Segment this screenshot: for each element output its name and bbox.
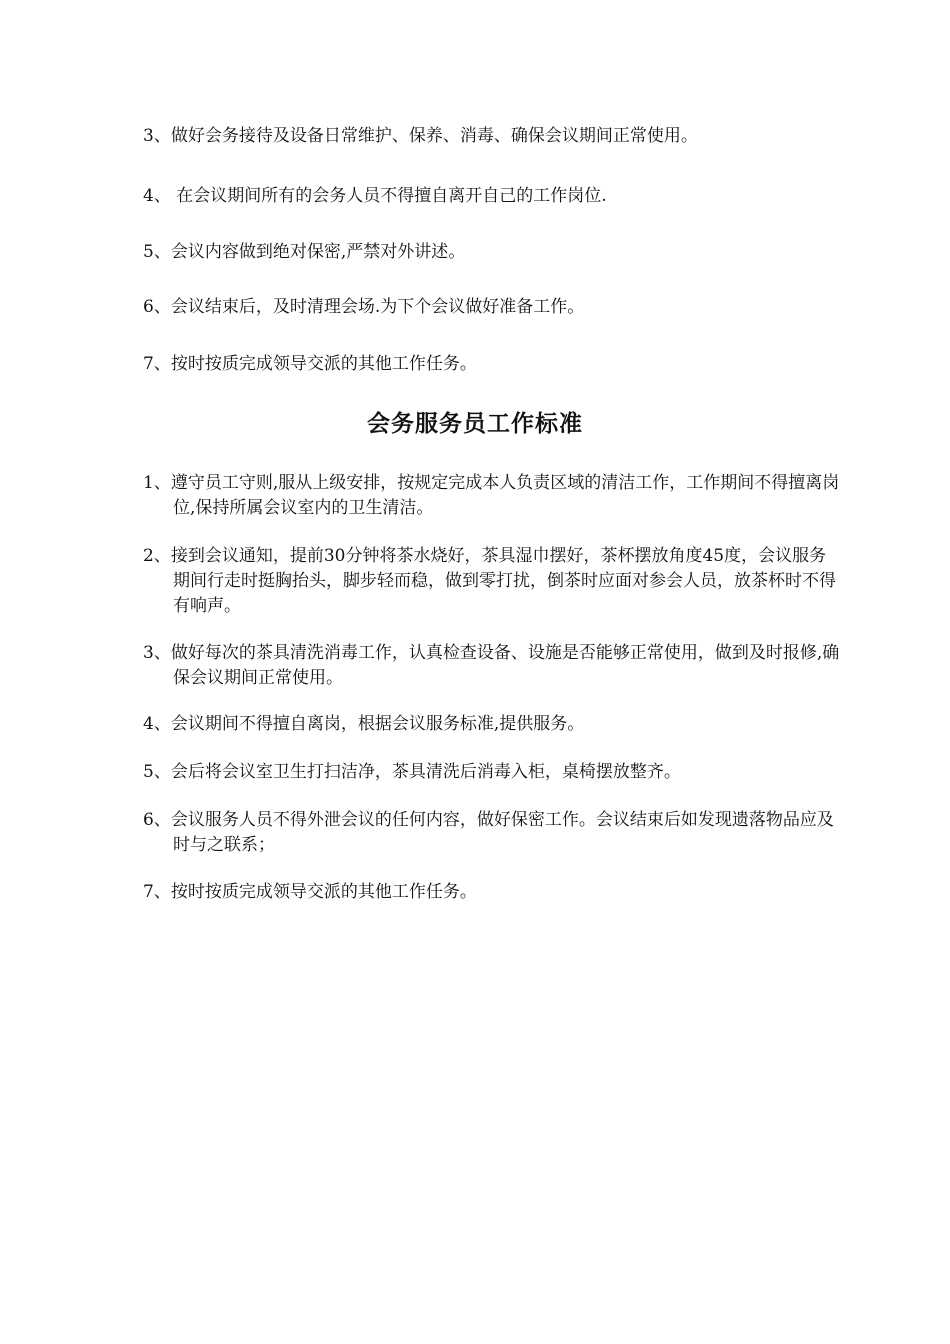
standard-item-1: 1、遵守员工守则,服从上级安排，按规定完成本人负责区域的清洁工作，工作期间不得擅离岗位,保持所属会议室内的卫生清洁。	[143, 473, 840, 518]
duty-item-7: 7、按时按质完成领导交派的其他工作任务。	[143, 354, 477, 374]
duty-item-6: 6、会议结束后，及时清理会场.为下个会议做好准备工作。	[143, 297, 585, 317]
duty-item-3: 3、做好会务接待及设备日常维护、保养、消毒、确保会议期间正常使用。	[143, 126, 698, 146]
standard-item-7: 7、按时按质完成领导交派的其他工作任务。	[143, 882, 477, 902]
standard-item-4: 4、会议期间不得擅自离岗，根据会议服务标准,提供服务。	[143, 714, 585, 734]
section-title: 会务服务员工作标准	[367, 410, 583, 437]
standard-item-2: 2、接到会议通知，提前30分钟将茶水烧好，茶具湿巾摆好，茶杯摆放角度45度，会议服务期间行走时挺胸抬头，脚步轻而稳，做到零打扰，倒茶时应面对参会人员，放茶杯时不得有响声。	[143, 546, 836, 616]
duty-item-4: 4、 在会议期间所有的会务人员不得擅自离开自己的工作岗位.	[143, 186, 607, 206]
standard-item-3: 3、做好每次的茶具清洗消毒工作，认真检查设备、设施是否能够正常使用，做到及时报修,确保会议期间正常使用。	[143, 643, 840, 688]
standard-item-6: 6、会议服务人员不得外泄会议的任何内容，做好保密工作。会议结束后如发现遗落物品应及时与之联系；	[143, 810, 834, 855]
standard-item-5: 5、会后将会议室卫生打扫洁净，茶具清洗后消毒入柜，桌椅摆放整齐。	[143, 762, 681, 782]
duty-item-5: 5、会议内容做到绝对保密,严禁对外讲述。	[143, 242, 466, 262]
